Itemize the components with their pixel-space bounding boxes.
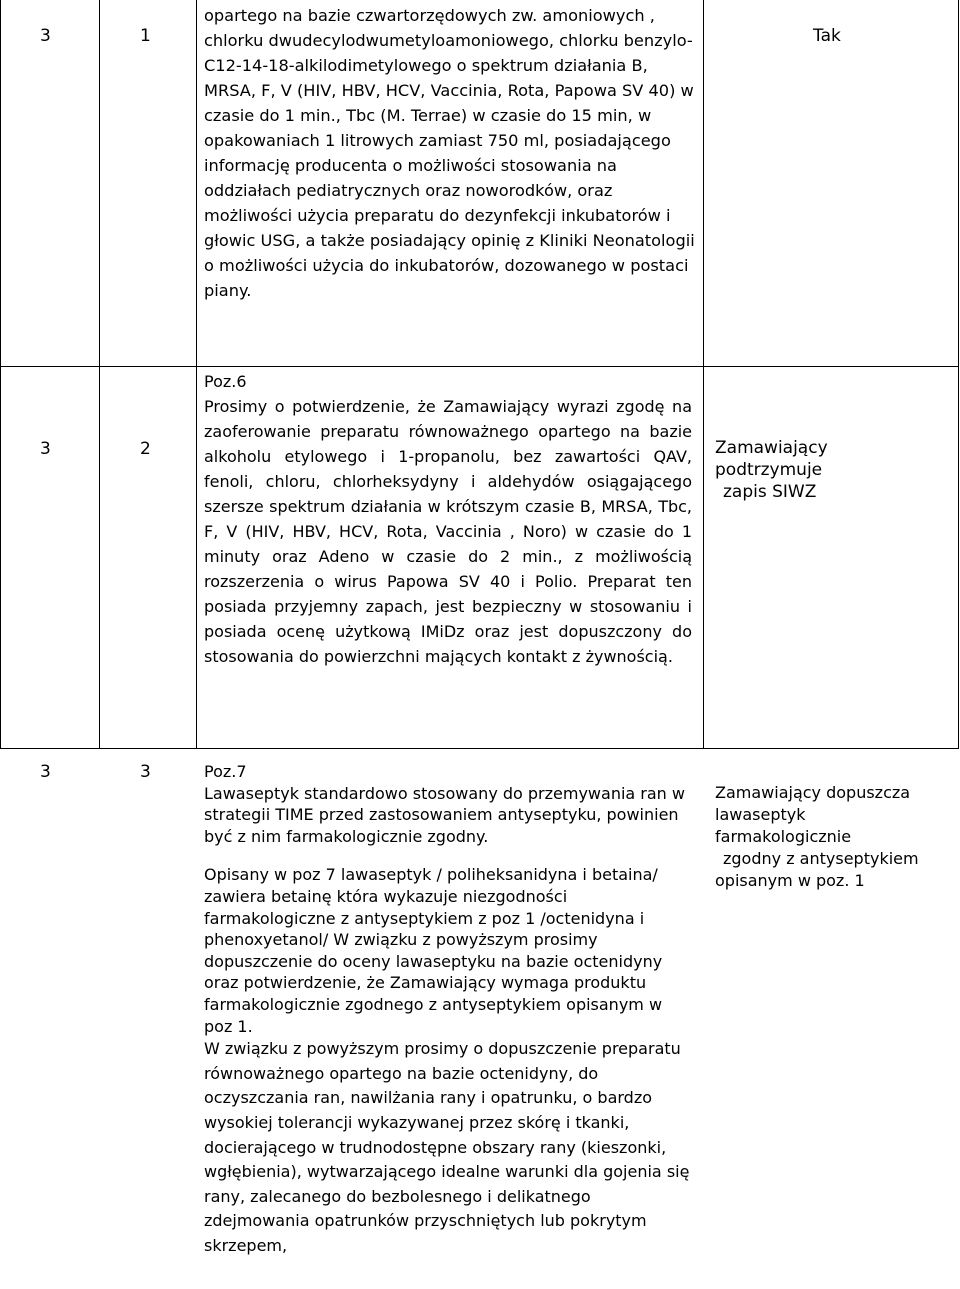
- row-3-answer-line-1: Zamawiający dopuszcza: [715, 783, 911, 802]
- column-divider-3: [703, 0, 704, 748]
- row-2-position-label: Poz.6: [204, 372, 247, 391]
- row-2-question-text: Prosimy o potwierdzenie, że Zamawiający wyrazi zgodę na zaoferowanie preparatu równoważnego opartego na bazie alkoholu etylowego i 1-propanolu, bez zawartości QAV, fenoli, chloru, chlorheksydyny i aldehydów osiągającego szersze spektrum działania w krótszym czasie B, MRSA, Tbc, F, V (HIV, HBV, HCV, Rota, Vaccinia , Noro) w czasie do 1 minuty oraz Adeno w czasie do 2 min., z możliwością rozszerzenia o wirus Papowa SV 40 i Polio. Preparat ten posiada przyjemny zapach, jest bezpieczny w stosowaniu i posiada ocenę użytkową IMiDz oraz jest dopuszczony do stosowania do powierzchni mających kontakt z żywnością.: [204, 397, 692, 666]
- row-1-answer-text: Tak: [813, 26, 841, 46]
- paragraph-gap: [204, 847, 692, 864]
- row-2-number-b: 2: [140, 439, 151, 459]
- row-2-question: [204, 369, 692, 669]
- row-3-number-b: 3: [140, 762, 151, 782]
- row-2-answer: [715, 437, 947, 503]
- row-3-question-paragraph-1: Lawaseptyk standardowo stosowany do przemywania ran w strategii TIME przed zastosowaniem antyseptyku, powinien być z nim farmakologicznie zgodny.: [204, 783, 685, 846]
- row-3-answer-line-4: zgodny z antyseptykiem: [723, 849, 919, 868]
- row-3-answer-line-5: opisanym w poz. 1: [715, 871, 865, 890]
- row-2-answer-line-3: zapis SIWZ: [723, 482, 817, 502]
- row-2-number-a: 3: [40, 439, 51, 459]
- row-3-answer: [715, 782, 947, 892]
- row-3-question-paragraph-3: W związku z powyższym prosimy o dopuszczenie preparatu równoważnego opartego na bazie octenidyny, do oczyszczania ran, nawilżania rany i opatrunku, o bardzo wysokiej tolerancji wykazywanej przez skórę i tkanki, docierającego w trudnodostępne obszary rany (kieszonki, wgłębienia), wytwarzającego idealne warunki dla gojenia się rany, zalecanego do bezbolesnego i delikatnego zdejmowania opatrunków przyschniętych lub pokrytym skrzepem,: [204, 1039, 690, 1255]
- column-divider-1: [99, 0, 100, 748]
- row-3-question: [204, 761, 692, 1258]
- row-1-number-b: 1: [140, 26, 151, 46]
- row-1-number-a: 3: [40, 26, 51, 46]
- row-3-position-label: Poz.7: [204, 762, 247, 781]
- row-3-answer-line-2: lawaseptyk: [715, 805, 806, 824]
- row-divider-2: [0, 748, 959, 749]
- row-3-answer-line-3: farmakologicznie: [715, 827, 852, 846]
- row-3-number-a: 3: [40, 762, 51, 782]
- table-border-left: [0, 0, 1, 748]
- row-1-question: [204, 3, 700, 303]
- row-1-answer: [813, 25, 960, 47]
- row-2-answer-line-2: podtrzymuje: [715, 460, 823, 480]
- column-divider-2: [196, 0, 197, 748]
- row-2-answer-line-1: Zamawiający: [715, 438, 828, 458]
- table-border-right: [958, 0, 959, 748]
- row-3-question-paragraph-2: Opisany w poz 7 lawaseptyk / poliheksanidyna i betaina/ zawiera betainę która wykazuje niezgodności farmakologiczne z antyseptykiem z poz 1 /octenidyna i phenoxyetanol/ W związku z powyższym prosimy dopuszczenie do oceny lawaseptyku na bazie octenidyny oraz potwierdzenie, że Zamawiający wymaga produktu farmakologicznie zgodnego z antyseptykiem opisanym w poz 1.: [204, 865, 663, 1036]
- row-divider-1: [0, 366, 959, 367]
- row-1-question-text: opartego na bazie czwartorzędowych zw. amoniowych , chlorku dwudecylodwumetyloamoniowego, chlorku benzylo-C12-14-18-alkilodimetylowego o spektrum działania B, MRSA, F, V (HIV, HBV, HCV, Vaccinia, Rota, Papowa SV 40) w czasie do 1 min., Tbc (M. Terrae) w czasie do 15 min, w opakowaniach 1 litrowych zamiast 750 ml, posiadającego informację producenta o możliwości stosowania na oddziałach pediatrycznych oraz noworodków, oraz możliwości użycia preparatu do dezynfekcji inkubatorów i głowic USG, a także posiadający opinię z Kliniki Neonatologii o możliwości użycia do inkubatorów, dozowanego w postaci piany.: [204, 6, 695, 300]
